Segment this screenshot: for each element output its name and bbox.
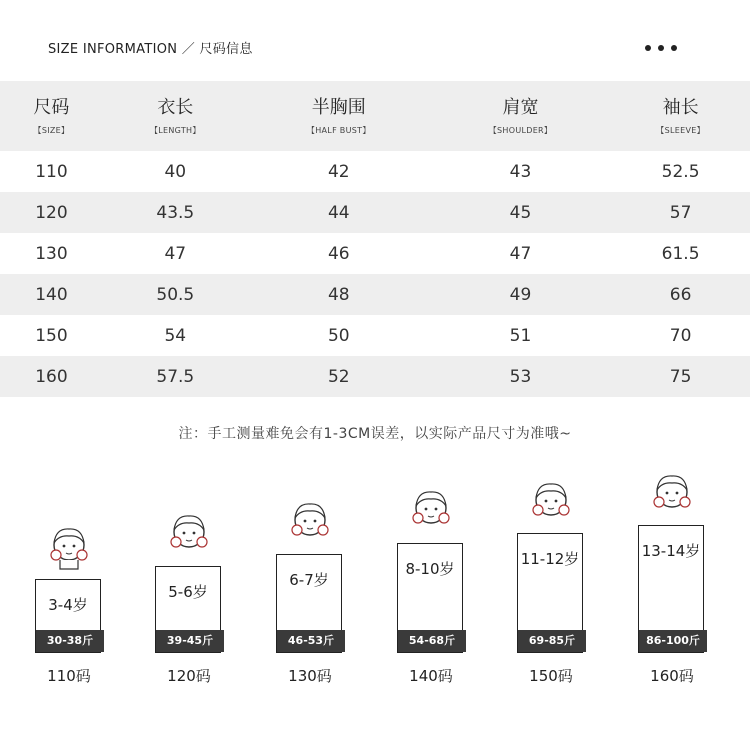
- table-cell: 66: [669, 284, 692, 305]
- table-header-row: [0, 81, 750, 151]
- age-label: 13-14岁: [641, 542, 701, 560]
- table-cell: 47: [509, 243, 532, 264]
- table-cell: 75: [669, 366, 692, 387]
- weight-label: 54-68斤: [398, 630, 466, 652]
- girl-avatar-icon: [288, 500, 332, 552]
- weight-label: 46-53斤: [277, 630, 345, 652]
- table-cell: 50.5: [156, 284, 195, 305]
- column-header: 尺码 【SIZE】: [33, 96, 70, 135]
- table-cell: 51: [509, 325, 532, 346]
- size-code-label: 150码: [529, 667, 573, 685]
- size-code-label: 120码: [167, 667, 211, 685]
- table-row: [0, 315, 750, 356]
- age-label: 3-4岁: [48, 596, 88, 614]
- age-label: 11-12岁: [520, 550, 580, 568]
- table-row: [0, 274, 750, 315]
- size-code-label: 160码: [650, 667, 694, 685]
- table-row: [0, 192, 750, 233]
- table-cell: 120: [35, 202, 68, 223]
- table-cell: 110: [35, 161, 68, 182]
- size-figure: [276, 500, 344, 700]
- table-cell: 48: [327, 284, 350, 305]
- girl-avatar-icon: [167, 512, 211, 564]
- table-cell: 45: [509, 202, 532, 223]
- table-cell: 61.5: [661, 243, 700, 264]
- table-row: [0, 151, 750, 192]
- age-label: 5-6岁: [168, 583, 208, 601]
- size-figure: [517, 480, 585, 685]
- table-row: [0, 233, 750, 274]
- table-cell: 47: [164, 243, 187, 264]
- weight-label: 86-100斤: [639, 630, 707, 652]
- more-dots-icon[interactable]: [645, 40, 685, 56]
- column-header: 肩宽 【SHOULDER】: [488, 96, 553, 135]
- table-cell: 50: [327, 325, 350, 346]
- weight-label: 39-45斤: [156, 630, 224, 652]
- girl-avatar-icon: [47, 525, 91, 577]
- table-cell: 43: [509, 161, 532, 182]
- girl-avatar-icon: [650, 472, 694, 524]
- table-cell: 49: [509, 284, 532, 305]
- table-cell: 130: [35, 243, 68, 264]
- table-cell: 46: [327, 243, 350, 264]
- table-cell: 54: [164, 325, 187, 346]
- table-cell: 150: [35, 325, 68, 346]
- size-figure: [397, 488, 465, 688]
- table-row: [0, 356, 750, 397]
- girl-avatar-icon: [529, 480, 573, 532]
- measurement-note: 注：手工测量难免会有1-3CM误差，以实际产品尺寸为准哦~: [178, 426, 572, 442]
- size-code-label: 130码: [288, 667, 332, 685]
- table-cell: 42: [327, 161, 350, 182]
- column-header: 半胸围 【HALF BUST】: [306, 96, 371, 135]
- size-code-label: 110码: [47, 667, 91, 685]
- column-header: 衣长 【LENGTH】: [149, 96, 201, 135]
- age-label: 6-7岁: [289, 571, 329, 589]
- table-cell: 52: [327, 366, 350, 387]
- table-cell: 57: [669, 202, 692, 223]
- table-cell: 160: [35, 366, 68, 387]
- table-cell: 43.5: [156, 202, 195, 223]
- weight-label: 69-85斤: [518, 630, 586, 652]
- size-figure: [155, 512, 223, 712]
- page-title: SIZE INFORMATION ／ 尺码信息: [48, 42, 253, 57]
- size-figure: [638, 472, 706, 685]
- table-cell: 44: [327, 202, 350, 223]
- size-code-label: 140码: [409, 667, 453, 685]
- age-label: 8-10岁: [405, 560, 455, 578]
- girl-avatar-icon: [409, 488, 453, 540]
- size-table: [0, 81, 750, 397]
- table-cell: 140: [35, 284, 68, 305]
- size-figure: [35, 525, 103, 725]
- weight-label: 30-38斤: [36, 630, 104, 652]
- table-cell: 40: [164, 161, 187, 182]
- table-cell: 70: [669, 325, 692, 346]
- column-header: 袖长 【SLEEVE】: [656, 96, 705, 135]
- table-cell: 52.5: [661, 161, 700, 182]
- table-cell: 53: [509, 366, 532, 387]
- table-cell: 57.5: [156, 366, 195, 387]
